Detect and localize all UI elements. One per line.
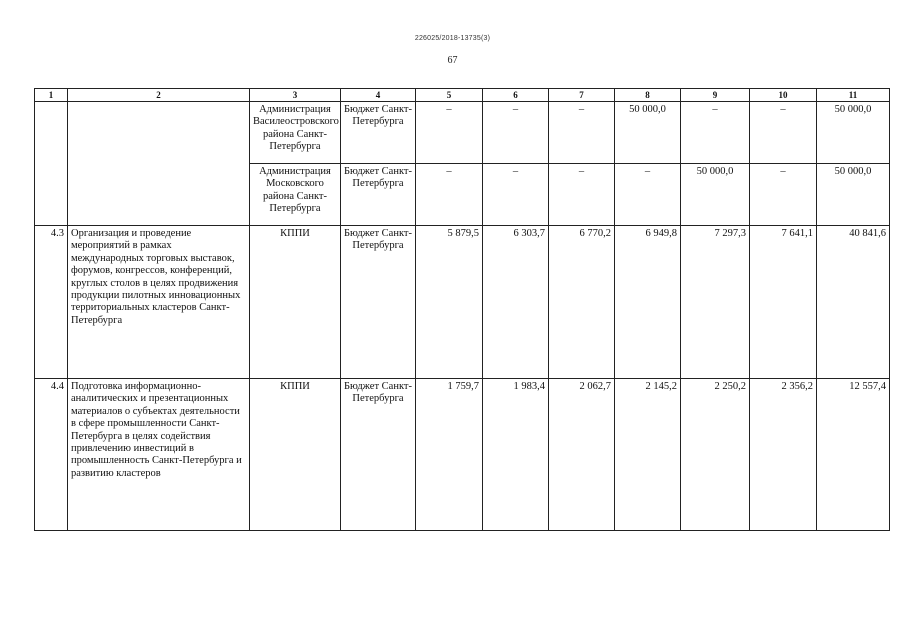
page-number: 67 — [447, 55, 458, 66]
value-cell: 7 297,3 — [681, 226, 750, 379]
value-cell: – — [615, 164, 681, 226]
column-header: 9 — [681, 89, 750, 102]
value-cell: – — [549, 164, 615, 226]
activity-name-cell: Подготовка информационно-аналитических и презентационных материалов о субъектах деятельности в сфере промышленности Санкт-Петербурга в целях содействия привлечению инвестиций в промышленность Санкт-Петербурга и развитию кластеров — [68, 379, 250, 531]
executor-cell: КППИ — [250, 379, 341, 531]
table-header-row — [35, 89, 890, 102]
table-row — [35, 226, 890, 379]
value-cell: – — [750, 164, 817, 226]
value-cell: – — [483, 102, 549, 164]
value-cell: 2 062,7 — [549, 379, 615, 531]
executor-cell: Администрация Василеостровского района Санкт-Петербурга — [250, 102, 341, 164]
row-number-cell — [35, 102, 68, 226]
value-cell: 5 879,5 — [416, 226, 483, 379]
column-header: 11 — [817, 89, 890, 102]
value-cell: – — [416, 164, 483, 226]
column-header: 7 — [549, 89, 615, 102]
column-header: 8 — [615, 89, 681, 102]
value-cell: 2 356,2 — [750, 379, 817, 531]
value-cell: 6 949,8 — [615, 226, 681, 379]
column-header: 10 — [750, 89, 817, 102]
activity-name-cell — [68, 102, 250, 226]
total-value-cell: 12 557,4 — [817, 379, 890, 531]
column-header: 1 — [35, 89, 68, 102]
row-number-cell: 4.4 — [35, 379, 68, 531]
value-cell: 7 641,1 — [750, 226, 817, 379]
value-cell: 50 000,0 — [681, 164, 750, 226]
funding-source-cell: Бюджет Санкт-Петербурга — [341, 164, 416, 226]
value-cell: – — [681, 102, 750, 164]
value-cell: 2 145,2 — [615, 379, 681, 531]
total-value-cell: 50 000,0 — [817, 102, 890, 164]
column-header: 5 — [416, 89, 483, 102]
column-header: 3 — [250, 89, 341, 102]
column-header: 2 — [68, 89, 250, 102]
value-cell: – — [750, 102, 817, 164]
total-value-cell: 50 000,0 — [817, 164, 890, 226]
value-cell: 6 770,2 — [549, 226, 615, 379]
value-cell: 1 759,7 — [416, 379, 483, 531]
total-value-cell: 40 841,6 — [817, 226, 890, 379]
value-cell: 2 250,2 — [681, 379, 750, 531]
executor-cell: Администрация Московского района Санкт-Петербурга — [250, 164, 341, 226]
table-row — [35, 102, 890, 164]
value-cell: – — [416, 102, 483, 164]
column-header: 6 — [483, 89, 549, 102]
table-row — [35, 379, 890, 531]
funding-source-cell: Бюджет Санкт-Петербурга — [341, 102, 416, 164]
document-id-stamp: 226025/2018-13735(3) — [414, 35, 491, 42]
row-number-cell: 4.3 — [35, 226, 68, 379]
value-cell: 1 983,4 — [483, 379, 549, 531]
activity-name-cell: Организация и проведение мероприятий в рамках международных торговых выставок, форумов, конгрессов, конференций, круглых столов в целях продвижения продукции пилотных инновационных территориальных кластеров Санкт-Петербурга — [68, 226, 250, 379]
value-cell: 6 303,7 — [483, 226, 549, 379]
value-cell: – — [549, 102, 615, 164]
value-cell: 50 000,0 — [615, 102, 681, 164]
value-cell: – — [483, 164, 549, 226]
funding-source-cell: Бюджет Санкт-Петербурга — [341, 226, 416, 379]
funding-source-cell: Бюджет Санкт-Петербурга — [341, 379, 416, 531]
column-header: 4 — [341, 89, 416, 102]
executor-cell: КППИ — [250, 226, 341, 379]
budget-table — [34, 88, 890, 531]
